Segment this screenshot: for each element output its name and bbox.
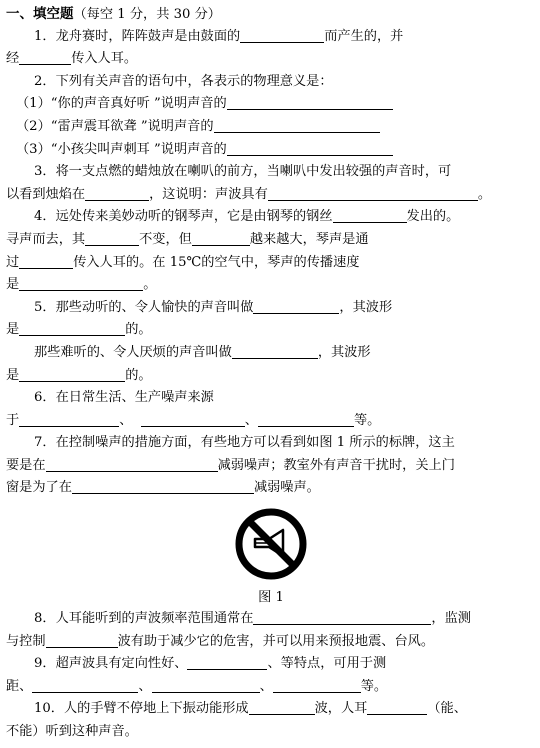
q7-text-b: 要是在 bbox=[6, 457, 46, 473]
q7-text-e: 减弱噪声。 bbox=[253, 480, 320, 496]
q2-item-3-text: （3）“小孩尖叫声刺耳 ”说明声音的 bbox=[16, 141, 227, 157]
q9-text-a: 9．超声波具有定向性好、 bbox=[34, 656, 188, 672]
q9-text-e: 、 bbox=[259, 678, 273, 694]
q9-text-d: 、 bbox=[138, 678, 152, 694]
q8-text-b: ，监测 bbox=[431, 611, 471, 627]
q5-blank-1[interactable] bbox=[253, 298, 339, 314]
no-horn-sign-icon bbox=[233, 506, 309, 582]
q5-blank-2[interactable] bbox=[19, 320, 125, 336]
q5-text-f: ，其波形 bbox=[317, 344, 371, 360]
question-6-line-2 bbox=[6, 410, 536, 433]
section-header bbox=[6, 3, 536, 26]
question-7-line-3 bbox=[6, 477, 536, 500]
q9-blank-2[interactable] bbox=[32, 677, 138, 693]
question-4-line-1 bbox=[6, 206, 536, 229]
q8-text-c: 与控制 bbox=[6, 633, 46, 649]
q6-blank-2[interactable] bbox=[141, 411, 245, 427]
q3-blank-2[interactable] bbox=[268, 185, 478, 201]
q3-text-b: 以看到烛焰在 bbox=[6, 186, 86, 202]
q7-blank-2[interactable] bbox=[72, 478, 254, 494]
q1-blank-1[interactable] bbox=[240, 27, 324, 43]
section-note: （每空 1 分，共 30 分） bbox=[73, 7, 221, 22]
question-2-item-3 bbox=[6, 139, 536, 162]
q5-blank-3[interactable] bbox=[232, 343, 318, 359]
question-4-line-2 bbox=[6, 229, 536, 252]
question-1-line-1 bbox=[6, 26, 536, 49]
question-10-line-2 bbox=[6, 721, 536, 744]
section-title: 一、填空题 bbox=[6, 6, 74, 22]
q4-text-b: 发出的。 bbox=[406, 209, 460, 225]
question-5-line-2 bbox=[6, 319, 536, 342]
q8-text-d: 波有助于减少它的危害，并可以用来预报地震、台风。 bbox=[117, 633, 435, 649]
q6-text-d: 、 bbox=[244, 412, 258, 428]
q10-blank-2[interactable] bbox=[367, 699, 427, 715]
q2-item-1-text: （1）“你的声音真好听 ”说明声音的 bbox=[16, 96, 227, 112]
question-1-line-2 bbox=[6, 48, 536, 71]
q8-text-a: 8．人耳能听到的声波频率范围通常在 bbox=[34, 611, 254, 627]
question-4-line-3 bbox=[6, 252, 536, 275]
q7-text-d: 窗是为了在 bbox=[6, 480, 72, 496]
question-9-line-2 bbox=[6, 676, 536, 699]
q5-text-a: 5．那些动听的、令人愉快的声音叫做 bbox=[34, 299, 254, 315]
q2-item-2-text: （2）“雷声震耳欲聋 ”说明声音的 bbox=[16, 118, 214, 134]
q8-blank-2[interactable] bbox=[46, 632, 118, 648]
question-7-line-1 bbox=[6, 432, 536, 455]
q10-text-b: 波，人耳 bbox=[314, 701, 368, 717]
question-7-line-2 bbox=[6, 455, 536, 478]
q4-blank-5[interactable] bbox=[19, 275, 143, 291]
q9-blank-3[interactable] bbox=[152, 677, 260, 693]
q5-text-b: ，其波形 bbox=[339, 299, 393, 315]
q7-blank-1[interactable] bbox=[46, 456, 218, 472]
q6-blank-3[interactable] bbox=[258, 411, 354, 427]
q9-text-c: 距、 bbox=[6, 678, 33, 694]
question-2-item-1 bbox=[6, 93, 536, 116]
q4-text-d: 不变，但 bbox=[139, 231, 192, 247]
q2-blank-2[interactable] bbox=[214, 117, 380, 133]
q9-text-f: 等。 bbox=[360, 678, 388, 694]
q6-text-e: 等。 bbox=[353, 412, 381, 428]
question-2-stem bbox=[6, 71, 536, 94]
q1-text-b: 而产生的，并 bbox=[324, 28, 404, 44]
question-8-line-1 bbox=[6, 608, 536, 631]
q4-blank-4[interactable] bbox=[19, 253, 73, 269]
q7-text-c: 减弱噪声；教室外有声音干扰时，关上门 bbox=[217, 457, 455, 473]
q5-text-d: 的。 bbox=[125, 322, 152, 338]
figure-1 bbox=[6, 500, 536, 588]
q5-text-h: 的。 bbox=[125, 367, 152, 383]
question-5-line-4 bbox=[6, 365, 536, 388]
q9-text-b: 、等特点，可用于测 bbox=[267, 656, 387, 672]
q3-text-a: 3．将一支点燃的蜡烛放在喇叭的前方，当喇叭中发出较强的声音时，可 bbox=[34, 164, 452, 180]
question-10-line-1 bbox=[6, 698, 536, 721]
question-5-line-1 bbox=[6, 297, 536, 320]
question-4-line-4 bbox=[6, 274, 536, 297]
q4-blank-2[interactable] bbox=[85, 230, 139, 246]
worksheet bbox=[6, 3, 536, 744]
q4-blank-3[interactable] bbox=[192, 230, 250, 246]
q4-text-h: 是 bbox=[6, 277, 20, 293]
q5-text-g: 是 bbox=[6, 367, 20, 383]
q7-text-a: 7．在控制噪声的措施方面，有些地方可以看到如图 1 所示的标牌，这主 bbox=[34, 435, 455, 451]
question-6-line-1 bbox=[6, 387, 536, 410]
question-9-line-1 bbox=[6, 653, 536, 676]
q3-text-c: ，这说明：声波具有 bbox=[149, 186, 268, 202]
q4-text-f: 过 bbox=[6, 254, 20, 270]
q5-text-c: 是 bbox=[6, 322, 20, 338]
figure-1-caption: 图 1 bbox=[258, 590, 284, 606]
q4-text-a: 4．远处传来美妙动听的钢琴声，它是由钢琴的钢丝 bbox=[34, 209, 333, 225]
q3-blank-1[interactable] bbox=[85, 185, 149, 201]
question-3-line-2 bbox=[6, 184, 536, 207]
question-5-line-3 bbox=[6, 342, 536, 365]
question-8-line-2 bbox=[6, 631, 536, 654]
question-3-line-1 bbox=[6, 161, 536, 184]
q9-blank-4[interactable] bbox=[273, 677, 361, 693]
q4-text-c: 寻声而去，其 bbox=[6, 231, 86, 247]
q3-text-d: 。 bbox=[477, 186, 491, 202]
q9-blank-1[interactable] bbox=[187, 654, 267, 670]
q6-text-c: 、 bbox=[119, 412, 133, 428]
q1-blank-2[interactable] bbox=[19, 49, 71, 65]
q1-text-c: 经 bbox=[6, 51, 20, 67]
q6-text-a: 6．在日常生活、生产噪声来源 bbox=[34, 390, 214, 406]
q1-text-a: 1．龙舟赛时，阵阵鼓声是由鼓面的 bbox=[34, 28, 241, 44]
question-2-item-2 bbox=[6, 116, 536, 139]
q4-text-i: 。 bbox=[143, 277, 157, 293]
q10-text-d: 不能）听到这种声音。 bbox=[6, 724, 138, 740]
q2-stem: 2．下列有关声音的语句中，各表示的物理意义是： bbox=[34, 73, 333, 89]
q2-blank-1[interactable] bbox=[227, 94, 393, 110]
q10-text-c: （能、 bbox=[427, 701, 467, 717]
q6-text-b: 于 bbox=[6, 412, 20, 428]
q1-text-d: 传入人耳。 bbox=[71, 51, 138, 67]
q2-blank-3[interactable] bbox=[227, 140, 393, 156]
q6-blank-1[interactable] bbox=[19, 411, 119, 427]
q5-text-e: 那些难听的、令人厌烦的声音叫做 bbox=[34, 344, 232, 360]
q10-text-a: 10．人的手臂不停地上下振动能形成 bbox=[34, 701, 249, 717]
q4-blank-1[interactable] bbox=[333, 207, 407, 223]
q10-blank-1[interactable] bbox=[249, 699, 315, 715]
q8-blank-1[interactable] bbox=[253, 609, 431, 625]
q4-text-g: 传入人耳的。在 15℃的空气中，琴声的传播速度 bbox=[73, 254, 360, 270]
q4-text-e: 越来越大，琴声是通 bbox=[249, 231, 369, 247]
q5-blank-4[interactable] bbox=[19, 366, 125, 382]
